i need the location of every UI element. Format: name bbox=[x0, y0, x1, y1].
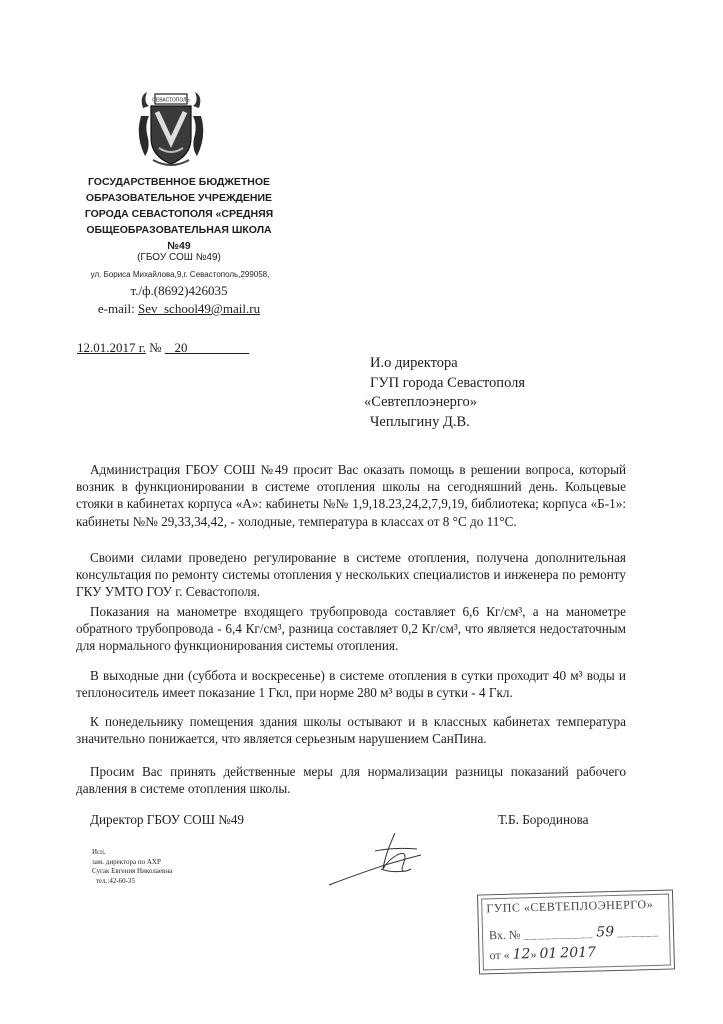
signatory-name: Т.Б. Бородинова bbox=[498, 812, 589, 827]
email-label: e-mail: bbox=[97, 301, 135, 316]
org-name-line: ГОСУДАРСТВЕННОЕ БЮДЖЕТНОЕ bbox=[87, 176, 271, 188]
body-paragraph-text: К понедельнику помещения здания школы остывают и в классных кабинетах температура значительно понижается, что является серьезным нарушением СанПина. bbox=[76, 714, 626, 747]
org-name-line: ОБЩЕОБРАЗОВАТЕЛЬНАЯ ШКОЛА bbox=[86, 224, 272, 236]
stamp-organization: ГУПС «СЕВТЕПЛОЭНЕРГО» bbox=[486, 896, 654, 916]
stamp-date-label: от « bbox=[489, 947, 510, 963]
incoming-registration-stamp bbox=[477, 889, 675, 974]
addressee-line: «Севтеплоэнерго» bbox=[364, 394, 477, 410]
stamp-in-number: 59 bbox=[596, 924, 615, 941]
executor-line: тел.:42-60-35 bbox=[96, 876, 136, 885]
addressee-line: И.о директора bbox=[370, 355, 458, 371]
body-paragraph bbox=[76, 549, 626, 601]
executor-line: зам. директора по АХР bbox=[92, 857, 161, 866]
body-paragraph-text: Просим Вас принять действенные меры для нормализации разницы показаний рабочего давления в системе отопления школы. bbox=[76, 764, 626, 797]
signatory-position: Директор ГБОУ СОШ №49 bbox=[90, 812, 245, 827]
body-paragraph-text: Своими силами проведено регулирование в системе отопления, получена дополнительная консультация по ремонту системы отопления у нескольких специалистов и инженера по ремонту ГКУ УМТО ГОУ г. Севастополя. bbox=[76, 550, 626, 600]
stamp-in-label: Вх. № bbox=[488, 927, 521, 943]
reference-number: 20 bbox=[174, 340, 188, 355]
stamp-incoming-number-row: Вх. № __________ 59 ______ bbox=[488, 923, 660, 943]
body-paragraph bbox=[76, 461, 626, 530]
executor-block bbox=[92, 848, 172, 886]
org-name-line: ГОРОДА СЕВАСТОПОЛЯ «СРЕДНЯЯ bbox=[84, 208, 274, 220]
body-paragraph-text: Администрация ГБОУ СОШ №49 просит Вас оказать помощь в решении вопроса, который возник в функционировании в системе отопления школы на сегодняшний день. Кольцевые стояки в кабинетах корпуса «А»: кабинеты №№ 1,9,18.23,24,2,7,9,19, библиотека; корпуса «Б-1»: кабинеты №№ 29,33,34,42, - холодные, температура в классах от 8 °С до 11°С. bbox=[76, 462, 626, 529]
stamp-date-year: 2017 bbox=[560, 944, 597, 962]
body-paragraph bbox=[76, 713, 626, 747]
organization-name bbox=[72, 174, 286, 254]
sevastopol-coat-of-arms-icon bbox=[137, 86, 205, 170]
reference-line bbox=[77, 340, 249, 356]
stamp-date-day: 12 bbox=[512, 946, 531, 963]
organization-address: ул. Бориса Михайлова,9,г. Севастополь,299058, bbox=[90, 270, 270, 279]
organization-email-row bbox=[72, 301, 286, 317]
body-paragraph bbox=[76, 763, 626, 797]
org-name-line: №49 bbox=[167, 240, 191, 252]
email-link[interactable]: Sev_school49@mail.ru bbox=[137, 301, 261, 316]
addressee-block bbox=[364, 354, 525, 432]
body-paragraph-text: Показания на манометре входящего трубопровода составляет 6,6 Кг/см³, а на манометре обратного трубопровода - 6,4 Кг/см³, разница составляет 0,2 Кг/см³, что является недостаточным для нормального функционирования системы отопления. bbox=[76, 604, 626, 654]
handwritten-signature-icon bbox=[325, 825, 455, 895]
reference-number-label: № bbox=[149, 340, 162, 355]
executor-line: Сугак Евгения Николаевна bbox=[92, 867, 173, 876]
executor-line: Исп. bbox=[92, 848, 106, 856]
addressee-line: ГУП города Севастополя bbox=[370, 374, 526, 391]
body-paragraph bbox=[76, 667, 626, 701]
org-name-line: ОБРАЗОВАТЕЛЬНОЕ УЧРЕЖДЕНИЕ bbox=[85, 192, 273, 204]
organization-abbreviation: (ГБОУ СОШ №49) bbox=[137, 252, 221, 263]
stamp-date-row: от « 12» 01 2017 bbox=[489, 944, 597, 963]
organization-phone: т./ф.(8692)426035 bbox=[130, 283, 228, 298]
reference-date: 12.01.2017 г. bbox=[77, 340, 146, 355]
body-paragraph bbox=[76, 603, 626, 655]
addressee-line: Чеплыгину Д.В. bbox=[370, 413, 470, 430]
stamp-date-month: 01 bbox=[539, 945, 558, 962]
body-paragraph-text: В выходные дни (суббота и воскресенье) в системе отопления в сутки проходит 40 м³ воды и теплоноситель имеет показание 1 Гкл, при норме 280 м³ воды в сутки - 4 Гкл. bbox=[76, 668, 626, 701]
emblem-label: СЕВАСТОПОЛЬ bbox=[152, 97, 190, 104]
